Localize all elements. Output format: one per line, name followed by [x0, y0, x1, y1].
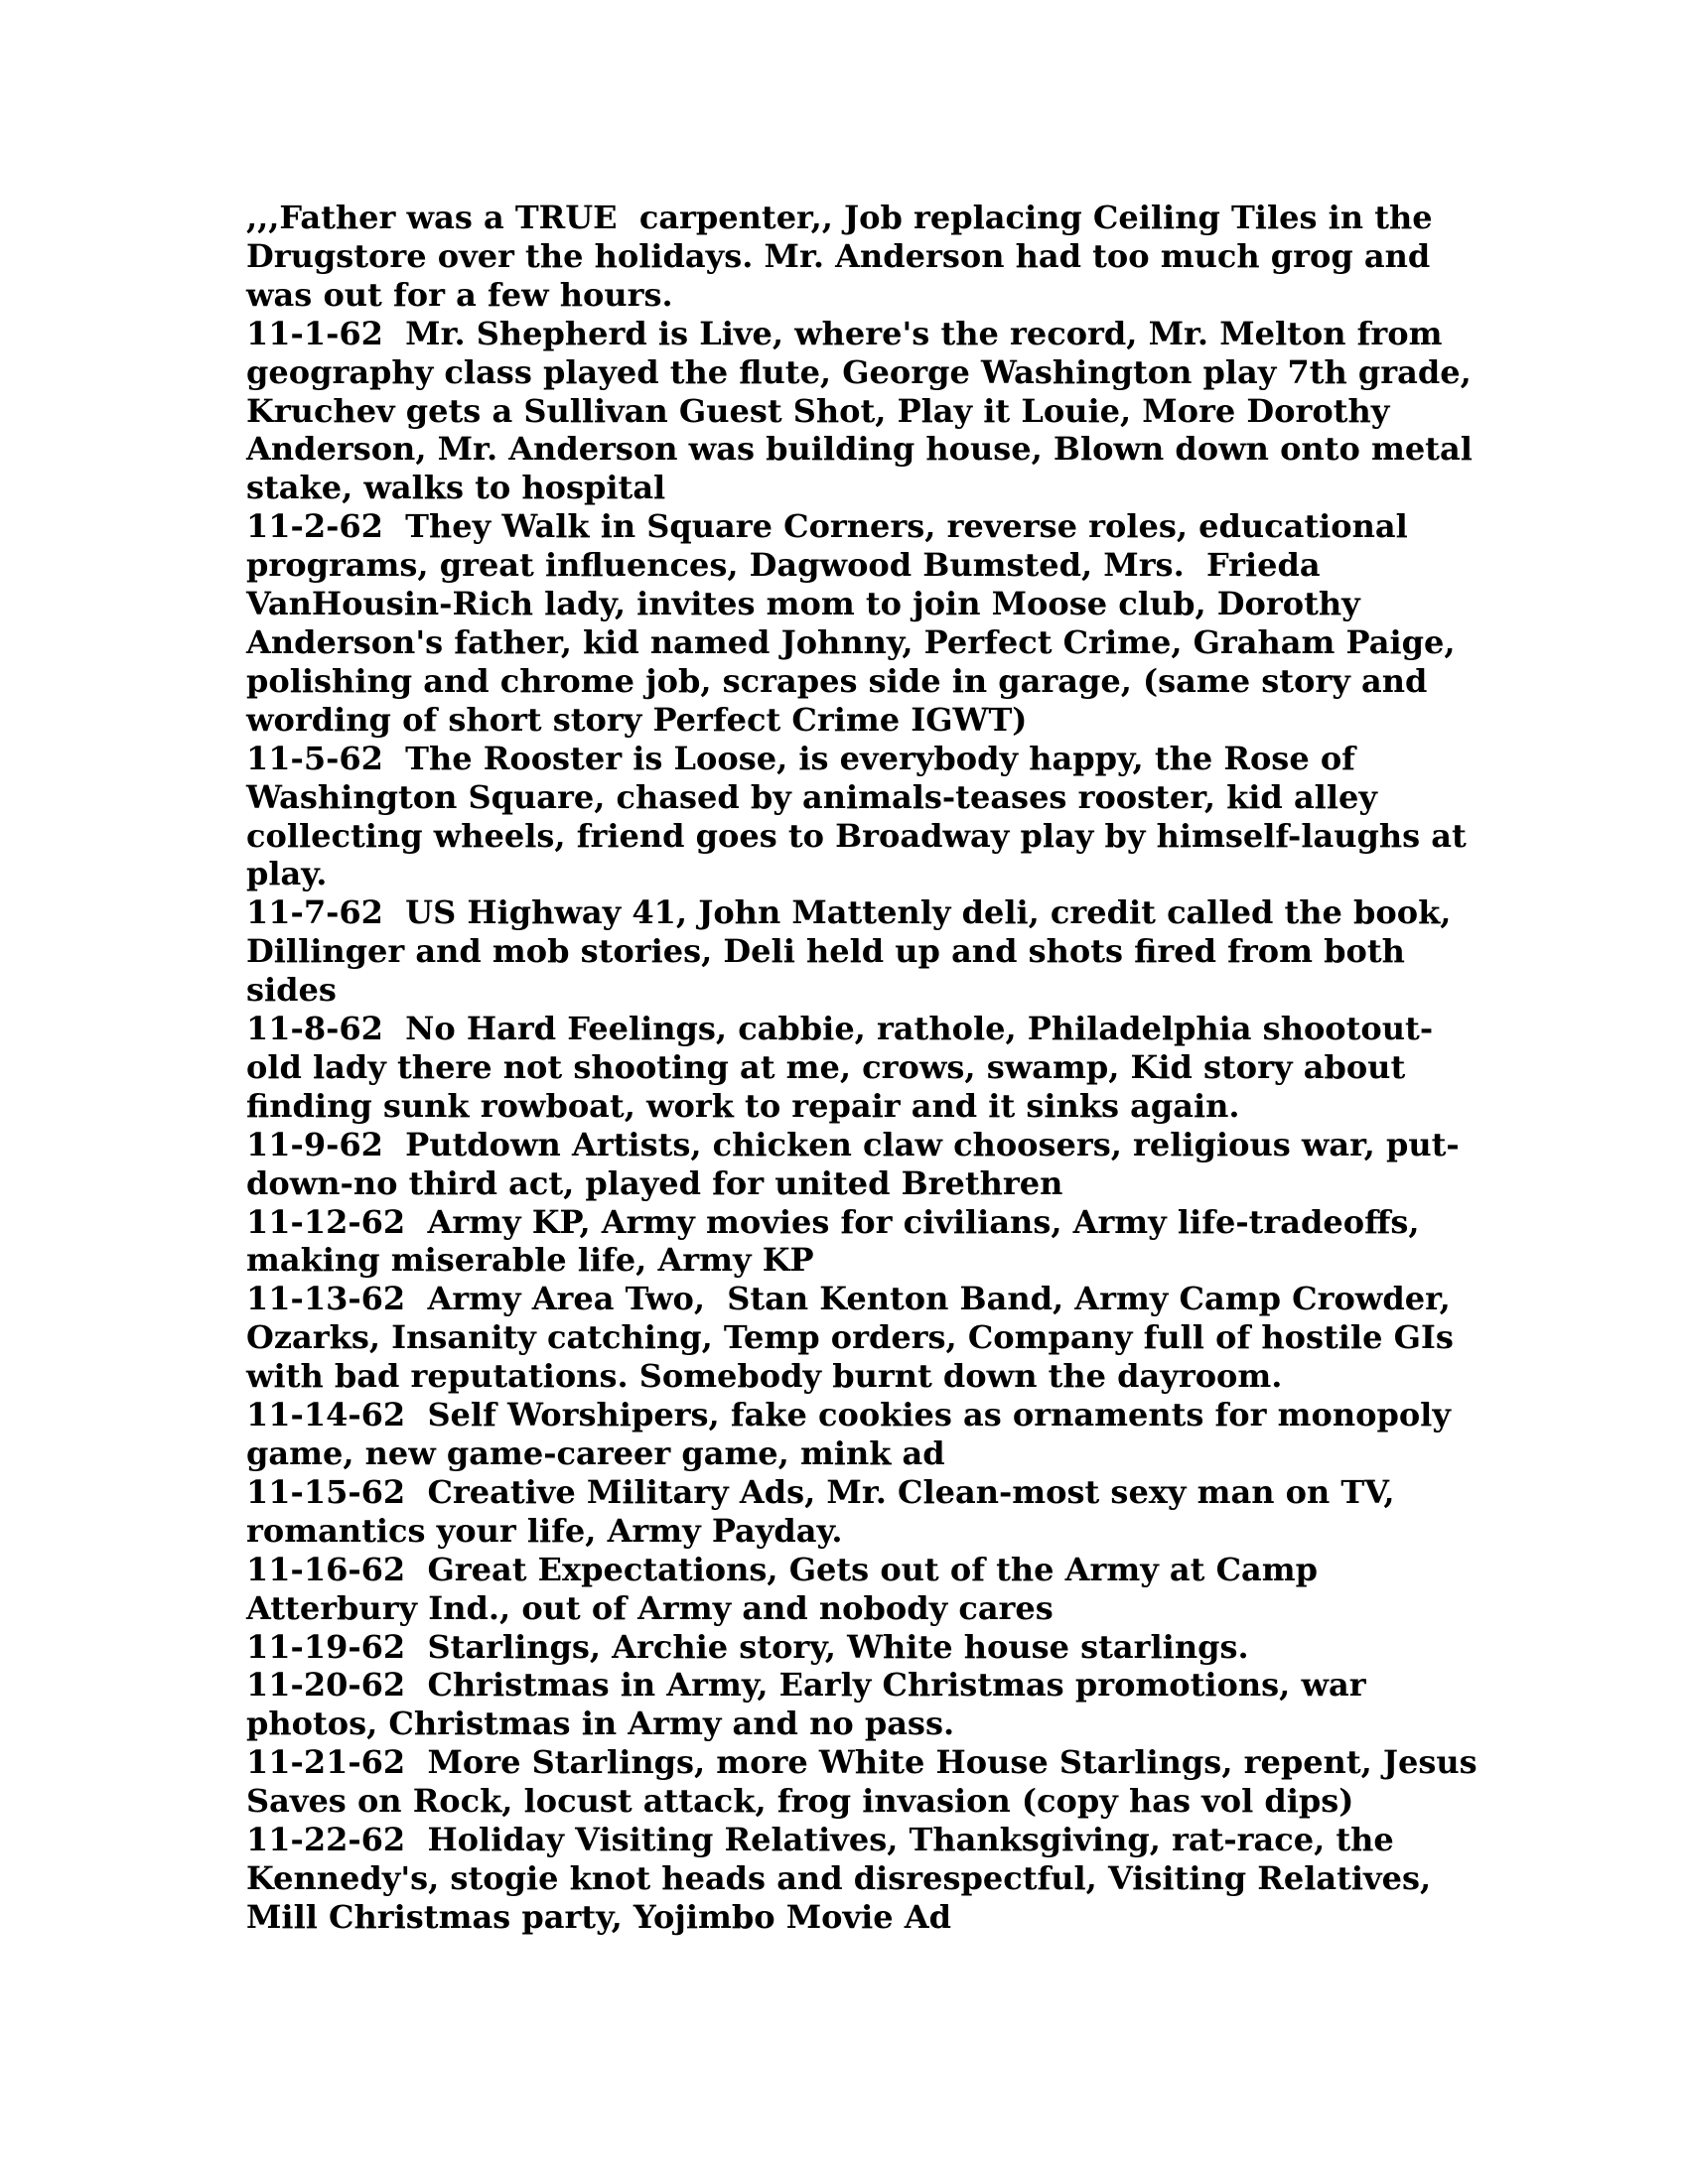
text-line: game, new game-career game, mink ad: [246, 1434, 945, 1472]
text-line: 11-13-62 Army Area Two, Stan Kenton Band, Army Camp Crowder,: [246, 1280, 1451, 1318]
text-line: was out for a few hours.: [246, 275, 673, 314]
text-line: 11-7-62 US Highway 41, John Mattenly deli, credit called the book,: [246, 893, 1452, 932]
text-line: Dillinger and mob stories, Deli held up and shots fired from both: [246, 932, 1405, 971]
text-line: 11-15-62 Creative Military Ads, Mr. Clean-most sexy man on TV,: [246, 1472, 1395, 1511]
text-line: Kennedy's, stogie knot heads and disrespectful, Visiting Relatives,: [246, 1858, 1432, 1897]
text-line: romantics your life, Army Payday.: [246, 1511, 843, 1550]
text-line: with bad reputations. Somebody burnt down the dayroom.: [246, 1357, 1283, 1396]
text-line: photos, Christmas in Army and no pass.: [246, 1705, 955, 1743]
text-line: wording of short story Perfect Crime IGWT): [246, 700, 1028, 739]
text-line: Drugstore over the holidays. Mr. Anderson had too much grog and: [246, 236, 1431, 275]
text-line: 11-16-62 Great Expectations, Gets out of the Army at Camp: [246, 1550, 1319, 1588]
text-line: Mill Christmas party, Yojimbo Movie Ad: [246, 1897, 951, 1936]
text-line: Atterbury Ind., out of Army and nobody cares: [246, 1588, 1054, 1627]
text-line: 11-1-62 Mr. Shepherd is Live, where's the record, Mr. Melton from: [246, 314, 1443, 352]
text-line: 11-19-62 Starlings, Archie story, White house starlings.: [246, 1627, 1249, 1666]
text-line: 11-9-62 Putdown Artists, chicken claw choosers, religious war, put-: [246, 1125, 1460, 1163]
text-line: play.: [246, 855, 328, 893]
text-line: collecting wheels, friend goes to Broadway play by himself-laughs at: [246, 816, 1467, 855]
text-line: 11-5-62 The Rooster is Loose, is everybody happy, the Rose of: [246, 739, 1355, 777]
text-line: Anderson, Mr. Anderson was building house, Blown down onto metal: [246, 430, 1473, 469]
text-line: stake, walks to hospital: [246, 469, 666, 507]
text-line: 11-2-62 They Walk in Square Corners, reverse roles, educational: [246, 507, 1408, 546]
text-line: Washington Square, chased by animals-teases rooster, kid alley: [246, 777, 1377, 816]
text-line: polishing and chrome job, scrapes side in garage, (same story and: [246, 661, 1428, 700]
text-line: making miserable life, Army KP: [246, 1241, 814, 1280]
text-line: 11-8-62 No Hard Feelings, cabbie, rathole, Philadelphia shootout-: [246, 1010, 1434, 1048]
text-line: 11-14-62 Self Worshipers, fake cookies as ornaments for monopoly: [246, 1396, 1451, 1434]
text-line: ,,,Father was a TRUE carpenter,, Job replacing Ceiling Tiles in the: [246, 199, 1433, 236]
text-line: finding sunk rowboat, work to repair and it sinks again.: [246, 1086, 1240, 1125]
text-line: Saves on Rock, locust attack, frog invasion (copy has vol dips): [246, 1782, 1354, 1821]
text-line: geography class played the flute, George Washington play 7th grade,: [246, 352, 1472, 391]
text-line: Kruchev gets a Sullivan Guest Shot, Play it Louie, More Dorothy: [246, 391, 1390, 430]
text-line: old lady there not shooting at me, crows, swamp, Kid story about: [246, 1047, 1406, 1086]
text-line: VanHousin-Rich lady, invites mom to join Moose club, Dorothy: [246, 585, 1360, 623]
text-line: Ozarks, Insanity catching, Temp orders, Company full of hostile GIs: [246, 1318, 1454, 1357]
text-line: down-no third act, played for united Brethren: [246, 1163, 1063, 1202]
text-line: Anderson's father, kid named Johnny, Perfect Crime, Graham Paige,: [246, 622, 1456, 661]
text-line: 11-22-62 Holiday Visiting Relatives, Thanksgiving, rat-race, the: [246, 1821, 1394, 1859]
text-line: 11-20-62 Christmas in Army, Early Christmas promotions, war: [246, 1666, 1366, 1705]
text-line: programs, great influences, Dagwood Bumsted, Mrs. Frieda: [246, 546, 1321, 585]
text-line: 11-21-62 More Starlings, more White House Starlings, repent, Jesus: [246, 1743, 1477, 1782]
text-line: sides: [246, 971, 337, 1010]
body-text: [246, 199, 1477, 1937]
text-line: 11-12-62 Army KP, Army movies for civilians, Army life-tradeoffs,: [246, 1202, 1420, 1241]
